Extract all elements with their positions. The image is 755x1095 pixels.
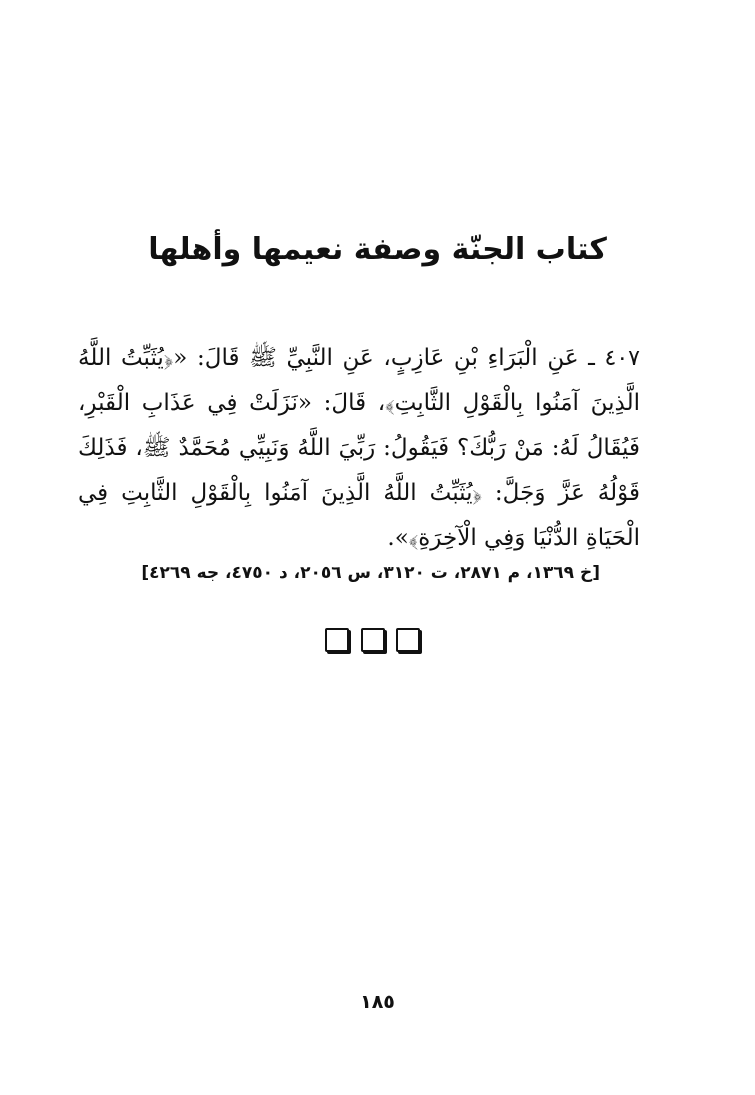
hadith-number: ٤٠٧	[604, 346, 640, 371]
page-number: ١٨٥	[360, 991, 395, 1013]
section-separator	[325, 628, 420, 652]
hadith-references: [خ ١٣٦٩، م ٢٨٧١، ت ٣١٢٠، س ٢٠٥٦، د ٤٧٥٠، جه ٤٢٦٩]	[141, 563, 600, 583]
hadith-paragraph	[78, 336, 640, 561]
square-ornament-icon	[396, 628, 420, 652]
hadith-text: ـ عَنِ الْبَرَاءِ بْنِ عَازِبٍ، عَنِ النَّبِيِّ ﷺ قَالَ: «﴿يُثَبِّتُ اللَّهُ الَّذِينَ آمَنُوا بِالْقَوْلِ الثَّابِتِ﴾، قَالَ: «نَزَلَتْ فِي عَذَابِ الْقَبْرِ، فَيُقَالُ لَهُ: مَنْ رَبُّكَ؟ فَيَقُولُ: رَبِّيَ اللَّهُ وَنَبِيِّي مُحَمَّدٌ ﷺ، فَذَلِكَ قَوْلُهُ عَزَّ وَجَلَّ: ﴿يُثَبِّتُ اللَّهُ الَّذِينَ آمَنُوا بِالْقَوْلِ الثَّابِتِ فِي الْحَيَاةِ الدُّنْيَا وَفِي الْآخِرَةِ﴾».	[78, 345, 641, 551]
chapter-title: كتاب الجنّة وصفة نعيمها وأهلها	[148, 232, 607, 267]
square-ornament-icon	[361, 628, 385, 652]
square-ornament-icon	[325, 628, 349, 652]
